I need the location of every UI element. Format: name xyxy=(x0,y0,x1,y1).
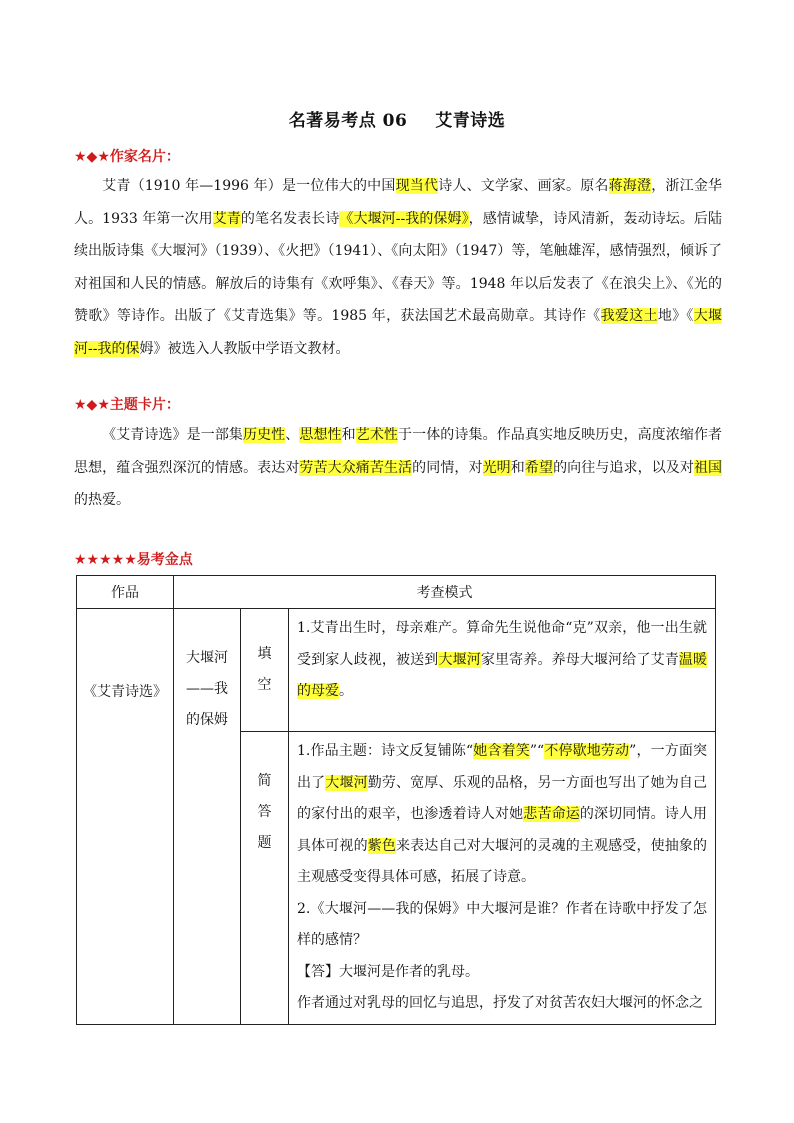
exam-points-heading: ★★★★★易考金点 xyxy=(74,552,193,568)
header-work: 作品 xyxy=(77,576,174,609)
text-segment: 和 xyxy=(510,459,525,476)
table-row xyxy=(77,609,716,732)
highlighted-text: 《大堰河--我的保姆》 xyxy=(339,210,469,227)
author-card-text xyxy=(74,170,722,365)
exam-points-table xyxy=(76,575,716,1025)
short-answer-theme xyxy=(297,736,707,894)
type-short-char: 答 xyxy=(257,804,272,820)
text-segment: 于一体的诗集。作品真实地反映历史，高度浓缩作者思想，蕴含强烈深沉的情感。表达对 xyxy=(74,427,723,476)
highlighted-text: 蒋海澄 xyxy=(608,178,652,194)
highlighted-text: 我爱这土 xyxy=(600,308,658,324)
text-segment: 的同情，对 xyxy=(412,459,483,476)
type-short-char: 简 xyxy=(257,773,272,789)
text-segment: 的向往与追求，以及对 xyxy=(553,459,694,476)
highlighted-text: 艺术性 xyxy=(355,427,399,443)
type-fill-cell xyxy=(241,609,289,732)
work-cell: 《艾青诗选》 xyxy=(77,609,174,1025)
fill-question-cell xyxy=(289,609,716,732)
short-answer-question: 2.《大堰河——我的保姆》中大堰河是谁？作者在诗歌中抒发了怎样的感情？ xyxy=(297,900,707,948)
type-short-cell xyxy=(241,732,289,1025)
poem-line: 的保姆 xyxy=(186,712,228,728)
highlighted-text: 她含着笑 xyxy=(473,743,530,759)
highlighted-text: 悲苦命运 xyxy=(523,806,580,822)
text-segment: ，浙江金华人。1933 年第一次用 xyxy=(74,178,723,227)
page-title-main: 名著易考点 06 xyxy=(288,111,408,131)
highlighted-text: 艾青 xyxy=(212,210,241,227)
highlighted-text: 祖国 xyxy=(693,459,723,476)
text-segment: 和 xyxy=(341,427,356,443)
text-segment: 艾青（1910 年—1996 年）是一位伟大的中国 xyxy=(102,178,396,194)
theme-card-text xyxy=(74,419,722,517)
highlighted-text: 思想性 xyxy=(299,427,342,443)
text-segment: 的笔名发表长诗 xyxy=(240,210,340,227)
table-header-row xyxy=(77,576,716,609)
highlighted-text: 大堰河 xyxy=(325,774,368,791)
text-segment: 姆》被选入人教版中学语文教材。 xyxy=(139,340,350,357)
poem-line: ——我 xyxy=(186,681,228,697)
text-segment: 的热爱。 xyxy=(74,492,130,508)
page-title xyxy=(0,106,794,131)
highlighted-text: 光明 xyxy=(482,459,511,476)
text-segment: 的深切同情。诗人用具体可视的 xyxy=(297,806,708,854)
theme-card-heading: ★◆★主题卡片： xyxy=(74,397,180,413)
text-segment: 来表达自己对大堰河的灵魂的主观感受，使抽象的主观感受变得具体可感，拓展了诗意。 xyxy=(297,837,708,885)
text-segment: 、 xyxy=(285,427,300,443)
text-segment: 1.作品主题：诗文反复铺陈“ xyxy=(297,743,474,759)
poem-cell xyxy=(174,609,241,1025)
type-short-char: 题 xyxy=(257,835,272,851)
short-answer-answer: 【答】大堰河是作者的乳母。 xyxy=(297,963,479,980)
highlighted-text: 劳苦大众痛苦生活 xyxy=(299,459,413,476)
text-segment: 1.艾青出生时，母亲难产。算命先生说他命“克”双亲，他一出生就受到家人歧视，被送到 xyxy=(297,620,707,668)
highlighted-text: 紫色 xyxy=(367,837,397,854)
highlighted-text: 历史性 xyxy=(243,427,286,443)
fill-question-text xyxy=(297,613,707,708)
poem-line: 大堰河 xyxy=(186,650,228,666)
type-fill-char: 空 xyxy=(257,677,272,693)
highlighted-text: 大堰河 xyxy=(438,651,481,668)
text-segment: ”“ xyxy=(529,743,545,759)
short-answer-explanation: 作者通过对乳母的回忆与追思，抒发了对贫苦农妇大堰河的怀念之 xyxy=(297,995,703,1011)
author-card-heading: ★◆★作家名片： xyxy=(74,149,180,165)
text-segment: 。 xyxy=(339,683,353,699)
text-segment: 诗人、文学家、画家。原名 xyxy=(438,178,609,194)
page-title-sub: 艾青诗选 xyxy=(435,111,506,131)
highlighted-text: 大堰河--我的保 xyxy=(74,308,723,357)
highlighted-text: 不停歇地劳动 xyxy=(544,743,630,759)
highlighted-text: 现当代 xyxy=(395,178,439,194)
highlighted-text: 希望 xyxy=(524,459,554,476)
text-segment: 地》《 xyxy=(657,308,694,324)
highlighted-text: 温暖的母爱 xyxy=(297,651,708,699)
header-mode: 考查模式 xyxy=(174,576,716,609)
type-fill-char: 填 xyxy=(257,646,272,662)
text-segment: 家里寄养。养母大堰河给了艾青 xyxy=(480,651,679,668)
text-segment: 《艾青诗选》是一部集 xyxy=(102,427,243,443)
short-answer-cell xyxy=(289,732,716,1025)
text-segment: ”，一方面突出了 xyxy=(297,743,708,791)
text-segment: ，感情诚挚，诗风清新，轰动诗坛。后陆续出版诗集《大堰河》（1939）、《火把》（1941）、《向太阳》（1947）等，笔触雄浑，感情强烈，倾诉了对祖国和人民的情感。解放后的诗集有《欢呼集》、《春天》等。1948 年以后发表了《在浪尖上》、《光的赞歌》等诗作。出版了《艾青选集》等。1985 年，获法国艺术最高勋章。其诗作《 xyxy=(74,210,722,324)
text-segment: 勤劳、宽厚、乐观的品格，另一方面也写出了她为自己的家付出的艰辛，也渗透着诗人对她 xyxy=(297,774,708,822)
